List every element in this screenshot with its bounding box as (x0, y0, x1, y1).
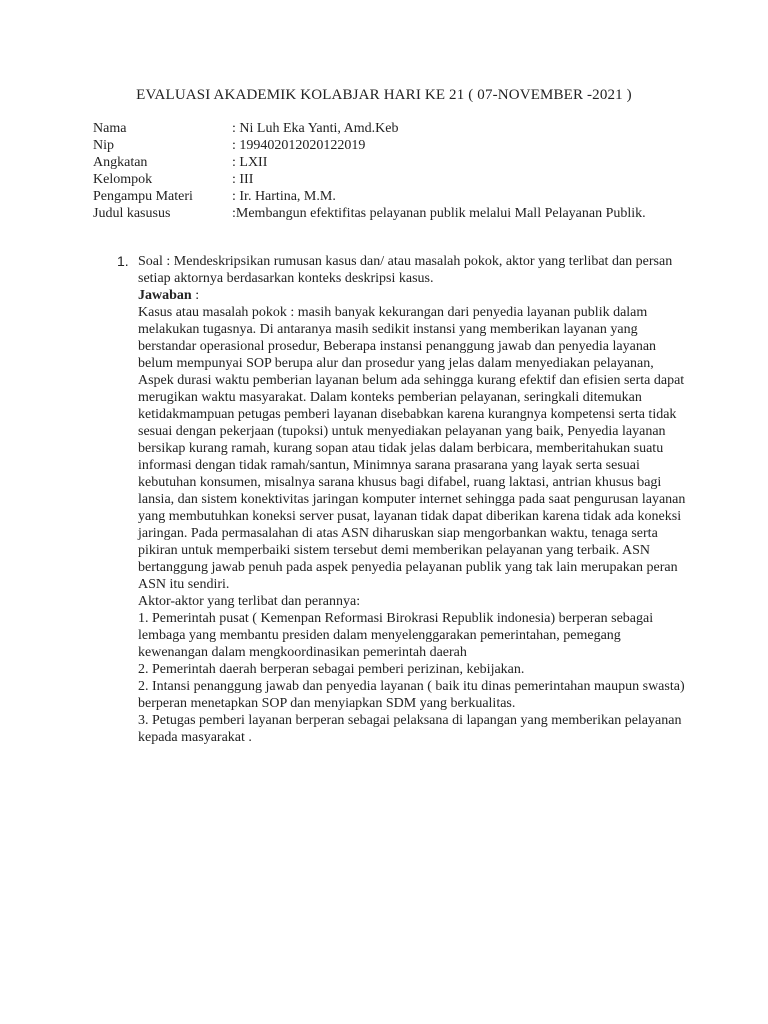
actor-item: 2. Intansi penanggung jawab dan penyedia layanan ( baik itu dinas pemerintahan maupun swasta) berperan menetapkan SOP dan menyiapkan SDM yang berkualitas. (138, 679, 685, 711)
question-block (117, 253, 687, 746)
info-value: : III (232, 172, 254, 187)
actor-item: 2. Pemerintah daerah berperan sebagai pemberi perizinan, kebijakan. (138, 662, 525, 677)
answer-label-colon: : (191, 288, 200, 303)
question-body (138, 253, 687, 746)
info-value: : Ni Luh Eka Yanti, Amd.Keb (232, 121, 399, 136)
info-label: Angkatan (93, 155, 148, 170)
document-title: EVALUASI AKADEMIK KOLABJAR HARI KE 21 ( 07-NOVEMBER -2021 ) (136, 87, 632, 103)
info-row-judul (93, 205, 653, 222)
info-row-nama (93, 120, 653, 137)
info-row-angkatan (93, 154, 653, 171)
info-label: Judul kasusus (93, 206, 171, 221)
info-label: Nama (93, 121, 127, 136)
info-value: :Membangun efektifitas pelayanan publik melalui Mall Pelayanan Publik. (232, 206, 646, 221)
question-text: Soal : Mendeskripsikan rumusan kasus dan/ atau masalah pokok, aktor yang terlibat dan persan setiap aktornya berdasarkan konteks deskripsi kasus. (138, 254, 673, 286)
info-value: : LXII (232, 155, 268, 170)
info-row-kelompok (93, 171, 653, 188)
actor-item: 3. Petugas pemberi layanan berperan sebagai pelaksana di lapangan yang memberikan pelayanan kepada masyarakat . (138, 713, 682, 745)
info-label: Pengampu Materi (93, 189, 193, 204)
info-row-nip (93, 137, 653, 154)
answer-paragraph: Kasus atau masalah pokok : masih banyak kekurangan dari penyedia layanan publik dalam melakukan tugasnya. Di antaranya masih sedikit instansi yang memberikan layanan yang berstandar operasional prosedur, Beberapa instansi penanggung jawab dan penyedia layanan belum mempunyai SOP berupa alur dan prosedur yang jelas dalam menyediakan pelayanan, Aspek durasi waktu pemberian layanan belum ada sehingga kurang efektif dan efisien serta dapat merugikan waktu masyarakat. Dalam konteks pemberian pelayanan, seringkali ditemukan ketidakmampuan petugas pemberi layanan disebabkan karena kurangnya kompetensi serta tidak sesuai dengan pekerjaan (tupoksi) untuk menyediakan pelayanan yang baik, Penyedia layanan bersikap kurang ramah, kurang sopan atau tidak jelas dalam berbicara, memberitahukan suatu informasi dengan tidak ramah/santun, Minimnya sarana prasarana yang layak serta sesuai kebutuhan konsumen, misalnya sarana khusus bagi difabel, ruang laktasi, antrian khusus bagi lansia, dan sistem konektivitas jaringan komputer internet sehingga pada saat pengurusan layanan yang membutuhkan koneksi server pusat, layanan tidak dapat diberikan karena tidak ada koneksi jaringan. Pada permasalahan di atas ASN diharuskan siap mengorbankan waktu, tenaga serta pikiran untuk memperbaiki sistem tersebut demi memberikan pelayanan yang terbaik. ASN bertanggung jawab penuh pada aspek penyedia pelayanan publik yang tak lain merupakan peran ASN itu sendiri. (138, 305, 686, 592)
info-label: Nip (93, 138, 114, 153)
info-value: : Ir. Hartina, M.M. (232, 189, 336, 204)
info-table (93, 120, 653, 222)
actor-item: 1. Pemerintah pusat ( Kemenpan Reformasi Birokrasi Republik indonesia) berperan sebagai lembaga yang membantu presiden dalam menyelenggarakan pemerintahan, pemegang kewenangan dalam mengkoordinasikan pemerintah daerah (138, 611, 654, 660)
answer-label-line (138, 287, 687, 304)
actors-heading: Aktor-aktor yang terlibat dan perannya: (138, 594, 361, 609)
question-number: 1. (117, 253, 129, 269)
info-label: Kelompok (93, 172, 153, 187)
info-value: : 199402012020122019 (232, 138, 366, 153)
info-row-pengampu (93, 188, 653, 205)
answer-label: Jawaban (138, 288, 192, 303)
